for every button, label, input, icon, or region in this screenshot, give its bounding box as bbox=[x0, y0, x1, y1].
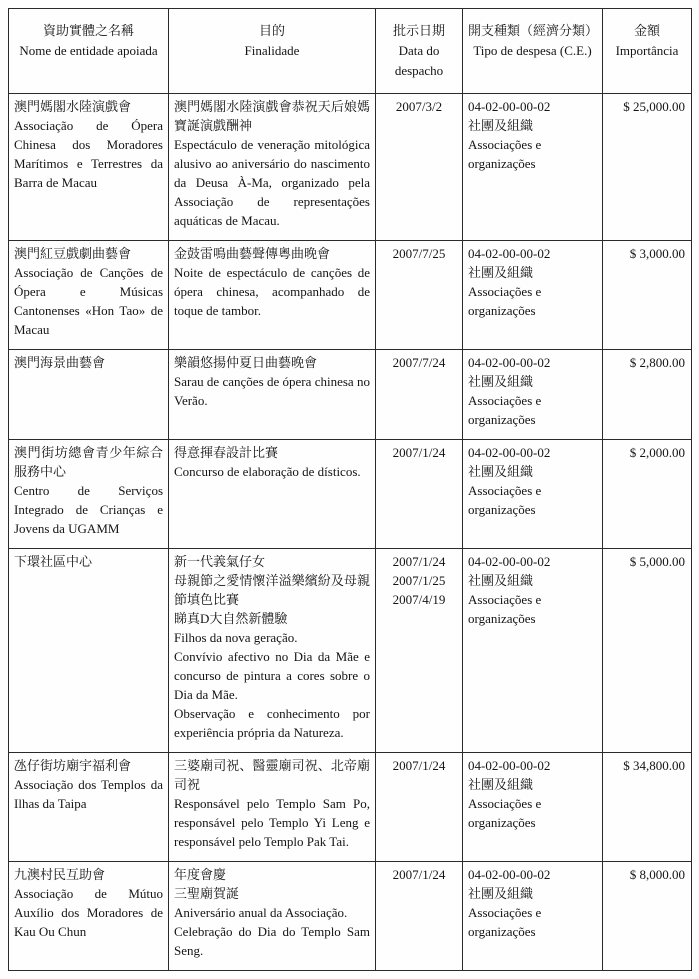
text-line: 2007/1/24 bbox=[392, 758, 446, 773]
purpose-cell bbox=[169, 753, 376, 862]
purpose-cell bbox=[169, 440, 376, 549]
text-line: Convívio afectivo no Dia da Mãe e concurso de pintura a cores sobre o Dia da Mãe. bbox=[174, 649, 370, 702]
text-line: Espectáculo de veneração mitológica alusivo ao aniversário do nascimento da Deusa À-Ma, organizado pela Associação de representações aquáticas de Macau. bbox=[174, 137, 370, 228]
text-line: 04-02-00-00-02 bbox=[468, 758, 551, 773]
date-cell bbox=[376, 862, 463, 971]
subsidy-table bbox=[8, 8, 692, 971]
text-line: Associações e organizações bbox=[468, 483, 542, 517]
text-line: Associação de Mútuo Auxílio dos Moradores de Kau Ou Chun bbox=[14, 886, 163, 939]
purpose-cell bbox=[169, 94, 376, 241]
table-row bbox=[9, 350, 692, 440]
text-line: 04-02-00-00-02 bbox=[468, 246, 551, 261]
header-expense bbox=[463, 9, 603, 94]
text-line: 2007/1/24 bbox=[392, 554, 446, 569]
header-amount-zh: 金額 bbox=[633, 23, 660, 38]
amount-cell bbox=[603, 440, 692, 549]
entity-cell bbox=[9, 440, 169, 549]
text-line: Filhos da nova geração. bbox=[174, 630, 298, 645]
text-line: 2007/3/2 bbox=[395, 99, 443, 114]
date-cell bbox=[376, 440, 463, 549]
text-line: 澳門媽閣水陸演戲會恭祝天后娘媽寶誕演戲酬神 bbox=[174, 99, 370, 133]
text-line: Sarau de canções de ópera chinesa no Verão. bbox=[174, 374, 370, 408]
amount-cell bbox=[603, 94, 692, 241]
purpose-cell bbox=[169, 350, 376, 440]
header-purpose bbox=[169, 9, 376, 94]
entity-cell bbox=[9, 241, 169, 350]
expense-cell bbox=[463, 440, 603, 549]
text-line: 04-02-00-00-02 bbox=[468, 445, 551, 460]
header-purpose-zh: 目的 bbox=[258, 23, 285, 38]
text-line: 社團及組織 bbox=[468, 777, 534, 792]
amount-cell bbox=[603, 549, 692, 753]
table-row bbox=[9, 440, 692, 549]
date-cell bbox=[376, 549, 463, 753]
entity-cell bbox=[9, 753, 169, 862]
text-line: 新一代義氣仔女 bbox=[174, 554, 266, 569]
table-row bbox=[9, 862, 692, 971]
text-line: 2007/1/24 bbox=[392, 445, 446, 460]
text-line: Associação de Ópera Chinesa dos Moradores Marítimos e Terrestres da Barra de Macau bbox=[14, 118, 163, 190]
text-line: Centro de Serviços Integrado de Crianças e Jovens da UGAMM bbox=[14, 483, 163, 536]
entity-cell bbox=[9, 862, 169, 971]
text-line: 2007/7/25 bbox=[392, 246, 446, 261]
text-line: Aniversário anual da Associação. bbox=[174, 905, 348, 920]
text-line: 下環社區中心 bbox=[14, 554, 93, 569]
text-line: 澳門紅豆戲劇曲藝會 bbox=[14, 246, 132, 261]
header-entity bbox=[9, 9, 169, 94]
text-line: 三婆廟司祝、醫靈廟司祝、北帝廟司祝 bbox=[174, 758, 370, 792]
amount-cell bbox=[603, 350, 692, 440]
header-expense-pt: Tipo de despesa (C.E.) bbox=[473, 43, 592, 58]
text-line: 得意揮春設計比賽 bbox=[174, 445, 279, 460]
text-line: 2007/7/24 bbox=[392, 355, 446, 370]
date-cell bbox=[376, 241, 463, 350]
expense-cell bbox=[463, 862, 603, 971]
text-line: 社團及組織 bbox=[468, 573, 534, 588]
expense-cell bbox=[463, 94, 603, 241]
text-line: Celebração do Dia do Templo Sam Seng. bbox=[174, 924, 370, 958]
text-line: Concurso de elaboração de dísticos. bbox=[174, 464, 361, 479]
text-line: 社團及組織 bbox=[468, 886, 534, 901]
text-line: 九澳村民互助會 bbox=[14, 867, 106, 882]
text-line: 04-02-00-00-02 bbox=[468, 99, 551, 114]
table-row bbox=[9, 549, 692, 753]
text-line: 04-02-00-00-02 bbox=[468, 554, 551, 569]
text-line: 睇真D大自然新體驗 bbox=[174, 611, 288, 626]
text-line: Associação de Canções de Ópera e Músicas Cantonenses «Hon Tao» de Macau bbox=[14, 265, 163, 337]
text-line: 年度會慶 bbox=[174, 867, 227, 882]
amount-cell bbox=[603, 753, 692, 862]
date-cell bbox=[376, 94, 463, 241]
text-line: Responsável pelo Templo Sam Po, responsável pelo Templo Yi Leng e responsável pelo Templo Pak Tai. bbox=[174, 796, 370, 849]
text-line: Associações e organizações bbox=[468, 284, 542, 318]
table-header bbox=[9, 9, 692, 94]
text-line: Associações e organizações bbox=[468, 796, 542, 830]
text-line: 2007/1/24 bbox=[392, 867, 446, 882]
text-line: Associação dos Templos da Ilhas da Taipa bbox=[14, 777, 163, 811]
purpose-cell bbox=[169, 862, 376, 971]
table-body bbox=[9, 94, 692, 971]
date-cell bbox=[376, 350, 463, 440]
amount-cell bbox=[603, 241, 692, 350]
expense-cell bbox=[463, 753, 603, 862]
text-line: 2007/4/19 bbox=[392, 592, 446, 607]
text-line: 社團及組織 bbox=[468, 118, 534, 133]
text-line: $ 5,000.00 bbox=[629, 554, 685, 569]
text-line: 社團及組織 bbox=[468, 374, 534, 389]
purpose-cell bbox=[169, 241, 376, 350]
expense-cell bbox=[463, 241, 603, 350]
header-date-pt-1: Data do bbox=[398, 43, 440, 58]
header-expense-zh: 開支種類（經濟分類） bbox=[468, 23, 599, 38]
amount-cell bbox=[603, 862, 692, 971]
header-entity-zh: 資助實體之名稱 bbox=[42, 23, 134, 38]
text-line: Associações e organizações bbox=[468, 393, 542, 427]
text-line: 04-02-00-00-02 bbox=[468, 355, 551, 370]
text-line: 澳門媽閣水陸演戲會 bbox=[14, 99, 132, 114]
header-amount bbox=[603, 9, 692, 94]
text-line: Associações e organizações bbox=[468, 905, 542, 939]
text-line: $ 3,000.00 bbox=[629, 246, 685, 261]
table-row bbox=[9, 94, 692, 241]
text-line: $ 8,000.00 bbox=[629, 867, 685, 882]
header-date-pt-2: despacho bbox=[394, 63, 444, 78]
text-line: Noite de espectáculo de canções de ópera chinesa, acompanhado de toque de tambor. bbox=[174, 265, 370, 318]
table-row bbox=[9, 753, 692, 862]
text-line: 社團及組織 bbox=[468, 464, 534, 479]
header-entity-pt: Nome de entidade apoiada bbox=[19, 43, 158, 58]
text-line: $ 25,000.00 bbox=[623, 99, 685, 114]
text-line: 社團及組織 bbox=[468, 265, 534, 280]
header-row bbox=[9, 9, 692, 94]
text-line: Observação e conhecimento por experiência própria da Natureza. bbox=[174, 706, 370, 740]
table-row bbox=[9, 241, 692, 350]
entity-cell bbox=[9, 350, 169, 440]
text-line: 澳門海景曲藝會 bbox=[14, 355, 106, 370]
entity-cell bbox=[9, 549, 169, 753]
text-line: 氹仔街坊廟宇福利會 bbox=[14, 758, 132, 773]
text-line: $ 34,800.00 bbox=[623, 758, 685, 773]
text-line: 三聖廟賀誕 bbox=[174, 886, 240, 901]
expense-cell bbox=[463, 350, 603, 440]
purpose-cell bbox=[169, 549, 376, 753]
text-line: Associações e organizações bbox=[468, 137, 542, 171]
text-line: 母親節之愛情懷洋溢樂繽紛及母親節填色比賽 bbox=[174, 573, 370, 607]
text-line: Associações e organizações bbox=[468, 592, 542, 626]
text-line: $ 2,800.00 bbox=[629, 355, 685, 370]
header-date-zh: 批示日期 bbox=[392, 23, 445, 38]
text-line: 澳門街坊總會青少年綜合服務中心 bbox=[14, 445, 163, 479]
text-line: 樂韻悠揚仲夏日曲藝晚會 bbox=[174, 355, 318, 370]
header-purpose-pt: Finalidade bbox=[244, 43, 300, 58]
text-line: 金鼓雷鳴曲藝聲傳粵曲晚會 bbox=[174, 246, 331, 261]
header-amount-pt: Importância bbox=[615, 43, 679, 58]
text-line: 2007/1/25 bbox=[392, 573, 446, 588]
entity-cell bbox=[9, 94, 169, 241]
text-line: 04-02-00-00-02 bbox=[468, 867, 551, 882]
text-line: $ 2,000.00 bbox=[629, 445, 685, 460]
header-date bbox=[376, 9, 463, 94]
expense-cell bbox=[463, 549, 603, 753]
date-cell bbox=[376, 753, 463, 862]
